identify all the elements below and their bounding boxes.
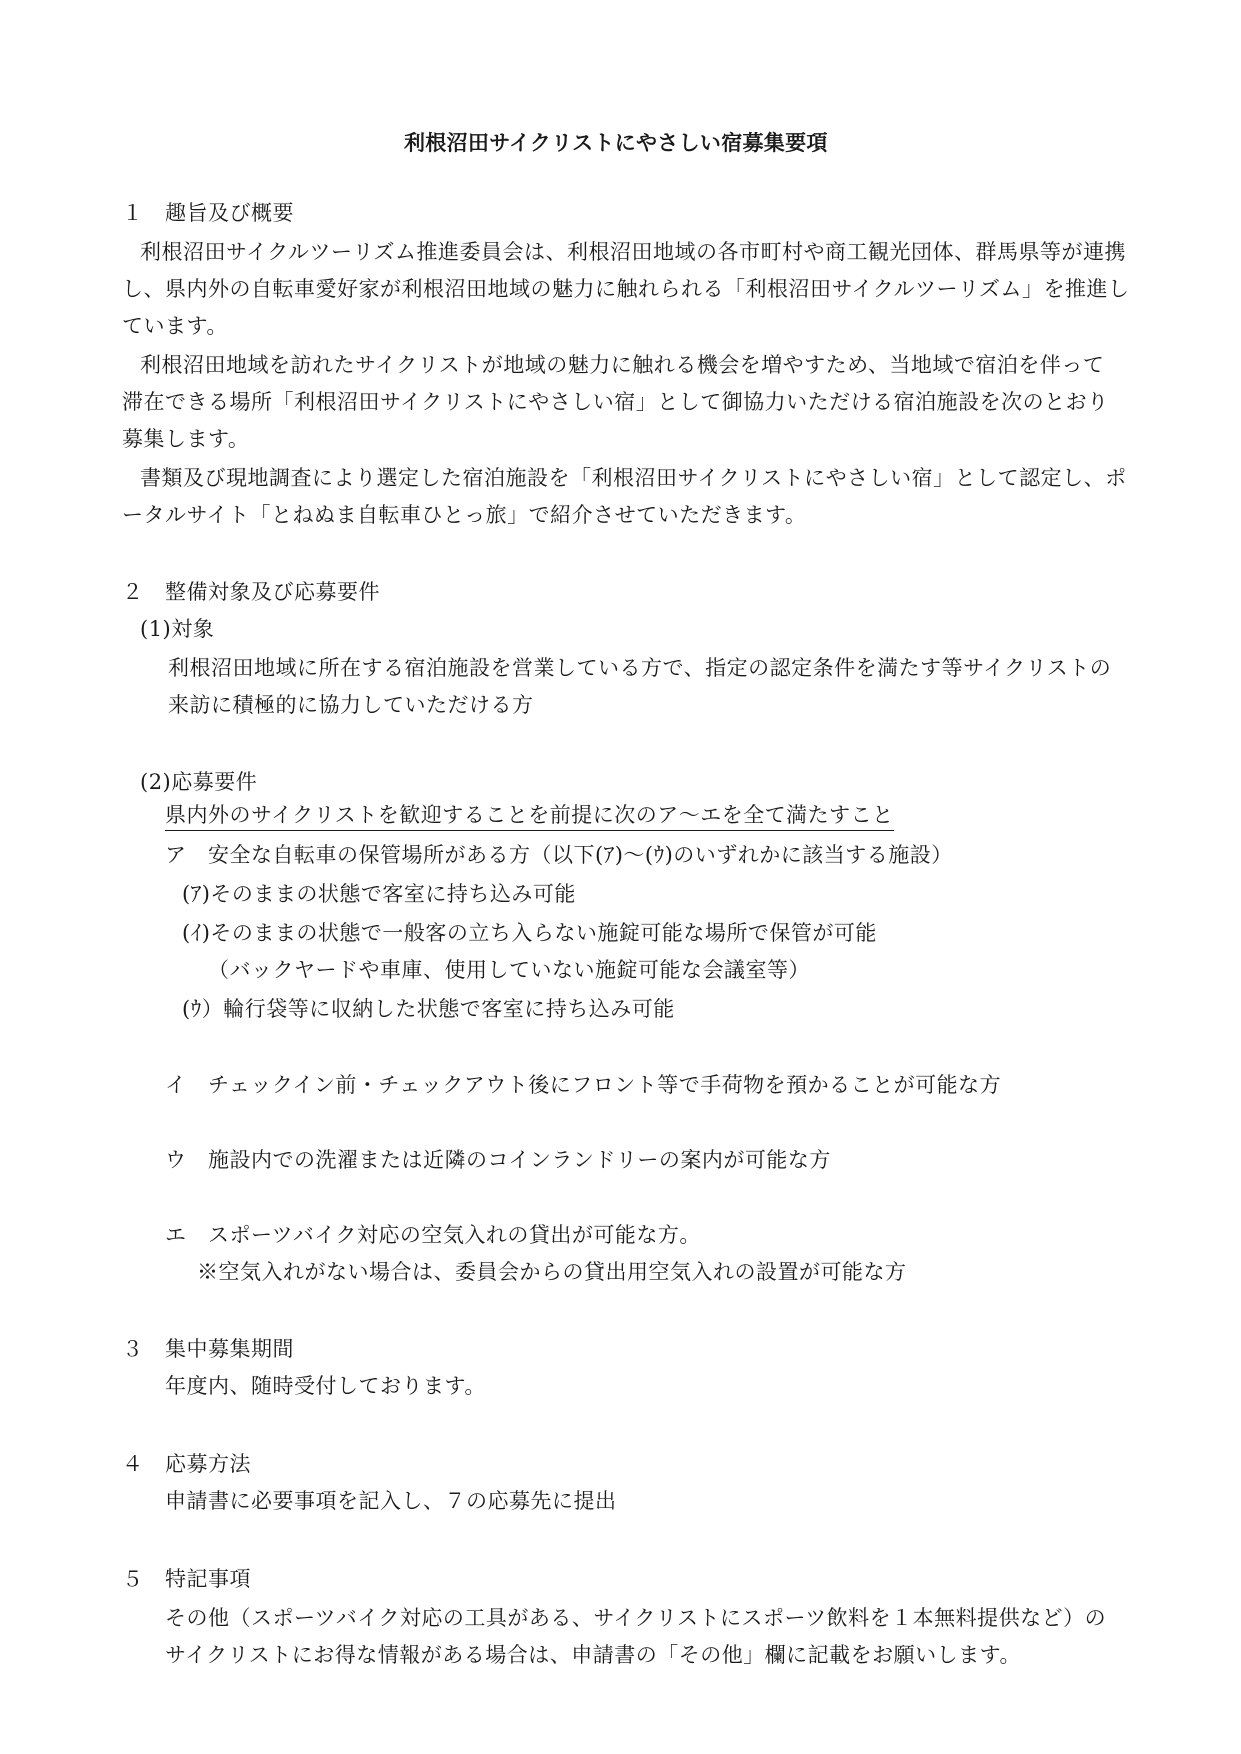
section5-heading: ５ 特記事項: [122, 1567, 251, 1591]
requirement-item-e: エ スポーツバイク対応の空気入れの貸出が可能な方。: [165, 1223, 701, 1247]
section2-sub1-line1: 利根沼田地域に所在する宿泊施設を営業している方で、指定の認定条件を満たす等サイクリストの: [168, 656, 1112, 680]
section5-body-line1: その他（スポーツバイク対応の工具がある、サイクリストにスポーツ飲料を１本無料提供など）の: [165, 1606, 1107, 1630]
section5-body-line2: サイクリストにお得な情報がある場合は、申請書の「その他」欄に記載をお願いします。: [165, 1643, 1022, 1667]
section1-para1-line1: 利根沼田サイクルツーリズム推進委員会は、利根沼田地域の各市町村や商工観光団体、群馬県等が連携: [140, 240, 1127, 264]
requirement-item-a2-note: （バックヤードや車庫、使用していない施錠可能な会議室等）: [208, 958, 810, 982]
section3-body: 年度内、随時受付しております。: [165, 1374, 486, 1398]
section1-para1-line3: ています。: [122, 314, 228, 338]
requirement-item-a1: (ｱ)そのままの状態で客室に持ち込み可能: [182, 882, 576, 906]
section4-body: 申請書に必要事項を記入し、７の応募先に提出: [165, 1489, 617, 1513]
section1-para3-line2: ータルサイト「とねぬま自転車ひとっ旅」で紹介させていただきます。: [122, 503, 807, 527]
requirement-item-i: イ チェックイン前・チェックアウト後にフロント等で手荷物を預かることが可能な方: [165, 1073, 1002, 1097]
document-title: 利根沼田サイクリストにやさしい宿募集要項: [404, 130, 828, 155]
section1-para2-line2: 滞在できる場所「利根沼田サイクリストにやさしい宿」として御協力いただける宿泊施設を次のとおり: [122, 390, 1109, 414]
requirement-item-e-note: ※空気入れがない場合は、委員会からの貸出用空気入れの設置が可能な方: [197, 1260, 907, 1284]
section3-heading: ３ 集中募集期間: [122, 1337, 294, 1361]
section1-para1-line2: し、県内外の自転車愛好家が利根沼田地域の魅力に触れられる「利根沼田サイクルツーリズム」を推進し: [122, 277, 1130, 301]
section1-para2-line3: 募集します。: [122, 427, 250, 451]
requirement-item-a2: (ｲ)そのままの状態で一般客の立ち入らない施錠可能な場所で保管が可能: [182, 921, 877, 945]
section1-para3-line1: 書類及び現地調査により選定した宿泊施設を「利根沼田サイクリストにやさしい宿」として認定し、ポ: [140, 466, 1127, 490]
section1-heading: １ 趣旨及び概要: [122, 201, 294, 225]
section2-sub1-line2: 来訪に積極的に協力していただける方: [168, 693, 534, 717]
requirement-item-a3: (ｳ）輪行袋等に収納した状態で客室に持ち込み可能: [182, 997, 675, 1021]
section2-sub2-heading: (2)応募要件: [140, 770, 258, 794]
section2-sub1-heading: (1)対象: [140, 617, 215, 641]
section2-heading: ２ 整備対象及び応募要件: [122, 580, 380, 604]
section1-para2-line1: 利根沼田地域を訪れたサイクリストが地域の魅力に触れる機会を増やすため、当地域で宿泊を伴って: [140, 353, 1105, 377]
requirement-item-u: ウ 施設内での洗濯または近隣のコインランドリーの案内が可能な方: [165, 1148, 831, 1172]
requirement-item-a: ア 安全な自転車の保管場所がある方（以下(ｱ)～(ｳ)のいずれかに該当する施設）: [165, 843, 953, 867]
section4-heading: ４ 応募方法: [122, 1452, 251, 1476]
section2-sub2-lead: 県内外のサイクリストを歓迎することを前提に次のア～エを全て満たすこと: [165, 801, 894, 831]
